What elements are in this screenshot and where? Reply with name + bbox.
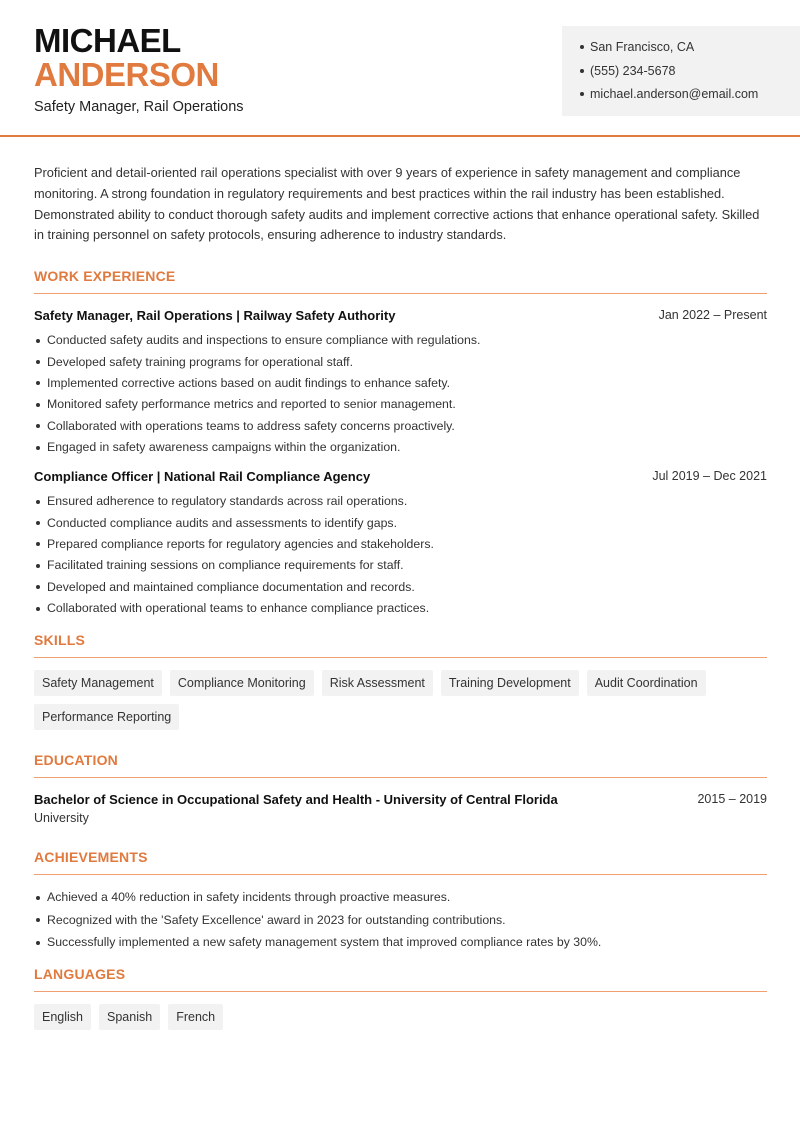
language-tag: English (34, 1004, 91, 1030)
section-title-education: EDUCATION (34, 752, 767, 778)
job-bullets (34, 493, 767, 616)
skill-tag: Compliance Monitoring (170, 670, 314, 696)
section-title-skills: SKILLS (34, 632, 767, 658)
skills-section (34, 632, 767, 738)
first-name: MICHAEL (34, 22, 181, 59)
skill-tag: Training Development (441, 670, 579, 696)
list-item: Successfully implemented a new safety management system that improved compliance rates by 30%. (34, 934, 767, 950)
job-role: Compliance Officer | National Rail Compliance Agency (34, 469, 371, 485)
education-dates: 2015 – 2019 (697, 792, 767, 807)
contact-phone: (555) 234-5678 (580, 63, 800, 87)
section-title-languages: LANGUAGES (34, 966, 767, 992)
list-item: Ensured adherence to regulatory standards across rail operations. (34, 493, 767, 509)
language-tag: French (168, 1004, 223, 1030)
list-item: Recognized with the 'Safety Excellence' award in 2023 for outstanding contributions. (34, 912, 767, 928)
list-item: Conducted safety audits and inspections to ensure compliance with regulations. (34, 332, 767, 348)
list-item: Achieved a 40% reduction in safety incidents through proactive measures. (34, 889, 767, 905)
job-header (34, 469, 767, 484)
section-title-work: WORK EXPERIENCE (34, 268, 767, 294)
education-header (34, 792, 767, 807)
job-bullets (34, 332, 767, 455)
list-item: Prepared compliance reports for regulatory agencies and stakeholders. (34, 536, 767, 552)
contact-box (562, 26, 800, 116)
language-tag: Spanish (99, 1004, 160, 1030)
list-item: Collaborated with operations teams to address safety concerns proactively. (34, 418, 767, 434)
job-role: Safety Manager, Rail Operations | Railway Safety Authority (34, 308, 396, 324)
list-item: Developed safety training programs for operational staff. (34, 354, 767, 370)
summary: Proficient and detail-oriented rail operations specialist with over 9 years of experience in safety management and compliance monitoring. A strong foundation in regulatory requirements and best practices within the rail industry has been established. Demonstrated ability to conduct thorough safety audits and implement corrective actions that enhance operational safety. Skilled in training personnel on safety protocols, ensuring adherence to industry standards. (34, 165, 760, 243)
skill-tag: Audit Coordination (587, 670, 706, 696)
resume-body (34, 137, 767, 1038)
last-name: ANDERSON (34, 56, 219, 93)
job-header (34, 308, 767, 323)
skill-tag: Risk Assessment (322, 670, 433, 696)
list-item: Implemented corrective actions based on audit findings to enhance safety. (34, 375, 767, 391)
resume-header (0, 0, 800, 137)
list-item: Engaged in safety awareness campaigns within the organization. (34, 439, 767, 455)
skill-tag: Performance Reporting (34, 704, 179, 730)
education-institution-type: University (34, 811, 89, 826)
list-item: Developed and maintained compliance documentation and records. (34, 579, 767, 595)
list-item: Conducted compliance audits and assessments to identify gaps. (34, 515, 767, 531)
section-title-achievements: ACHIEVEMENTS (34, 849, 767, 875)
skill-tag: Safety Management (34, 670, 162, 696)
list-item: Facilitated training sessions on compliance requirements for staff. (34, 557, 767, 573)
education-degree: Bachelor of Science in Occupational Safety and Health - University of Central Florida (34, 792, 558, 808)
achievement-bullets (34, 889, 767, 950)
achievements-section (34, 849, 767, 950)
job-dates: Jul 2019 – Dec 2021 (652, 469, 767, 484)
languages-section (34, 966, 767, 1038)
contact-location: San Francisco, CA (580, 39, 800, 63)
skills-tags (34, 670, 767, 738)
contact-email[interactable]: michael.anderson@email.com (580, 86, 800, 110)
job-title: Safety Manager, Rail Operations (34, 99, 244, 115)
education-section (34, 752, 767, 825)
language-tags (34, 1004, 767, 1038)
job-dates: Jan 2022 – Present (658, 308, 767, 323)
list-item: Collaborated with operational teams to enhance compliance practices. (34, 600, 767, 616)
work-section (34, 268, 767, 616)
list-item: Monitored safety performance metrics and reported to senior management. (34, 396, 767, 412)
